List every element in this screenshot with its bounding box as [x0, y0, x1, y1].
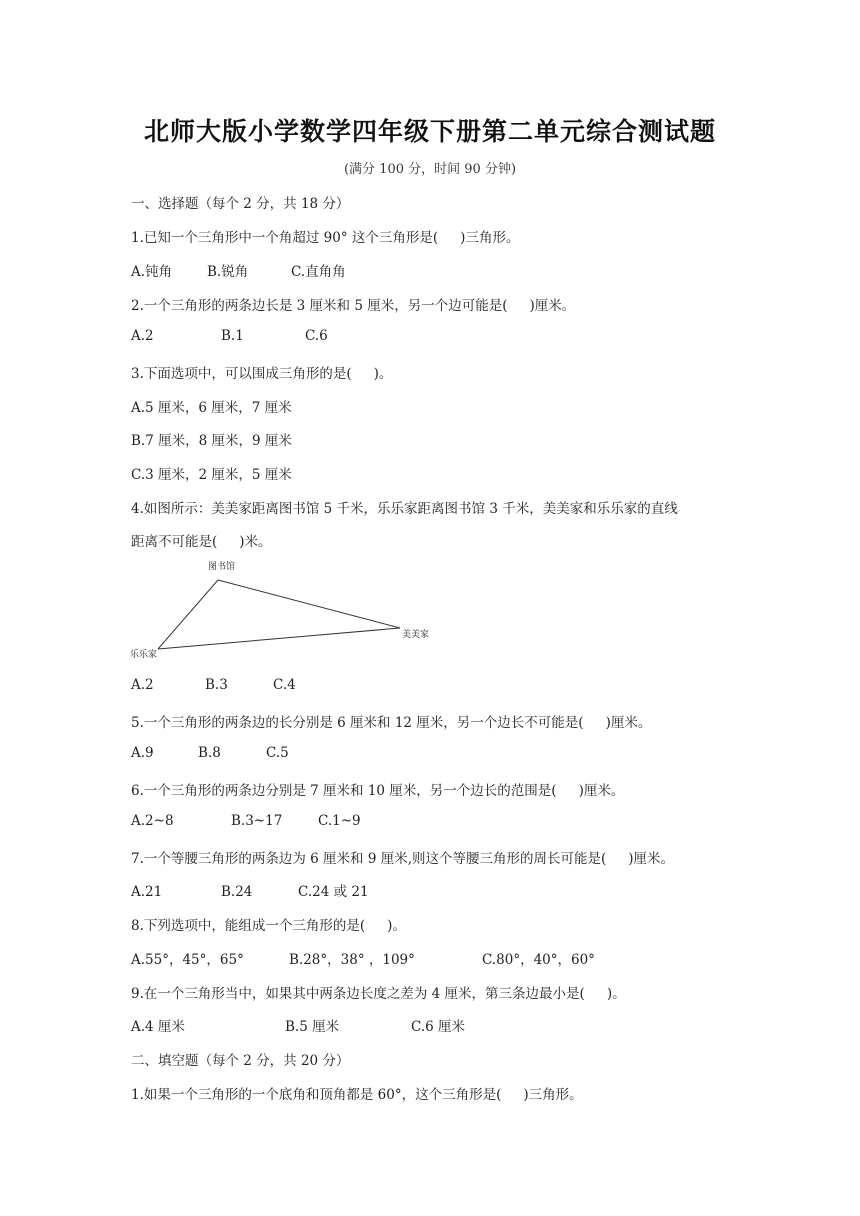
question-text: 2.一个三角形的两条边长是 3 厘米和 5 厘米，另一个边可能是( — [131, 298, 508, 314]
question-text: )三角形。 — [523, 1087, 583, 1103]
question-9-options — [131, 1015, 465, 1035]
edge-library-lele — [158, 580, 218, 649]
distance-triangle-diagram — [120, 556, 450, 666]
edge-library-meimei — [218, 580, 400, 628]
question-text: 5.一个三角形的两条边的长分别是 6 厘米和 12 厘米，另一个边长不可能是( — [131, 715, 584, 731]
question-text: )厘米。 — [605, 715, 652, 731]
section1-heading: 一、选择题（每个 2 分，共 18 分） — [131, 196, 350, 212]
option-c: C.6 — [305, 328, 328, 344]
option-b: B.24 — [221, 884, 253, 900]
question-7-options — [131, 880, 369, 900]
option-b: B.8 — [198, 745, 221, 761]
question-text: 6.一个三角形的两条边分别是 7 厘米和 10 厘米，另一个边长的范围是( — [131, 783, 557, 799]
option-a: A.4 厘米 — [131, 1019, 185, 1035]
question-text: 3.下面选项中，可以围成三角形的是( — [131, 366, 352, 382]
option-a: A.2 — [131, 677, 154, 693]
question-5-options — [131, 745, 289, 761]
question-text: )厘米。 — [628, 851, 675, 867]
fill-question-1-stem — [131, 1083, 583, 1103]
option-a: A.55°，45°，65° — [131, 952, 244, 968]
option-c: C.1~9 — [318, 813, 361, 829]
option-b: B.3 — [205, 677, 228, 693]
library-label: 图书馆 — [208, 562, 236, 572]
option-c: C.直角角 — [291, 264, 346, 280]
option-b: B.28°，38° ，109° — [289, 952, 415, 968]
question-text: 1.已知一个三角形中一个角超过 90° 这个三角形是( — [131, 230, 439, 246]
question-text: )厘米。 — [578, 783, 625, 799]
question-8-stem — [131, 914, 406, 934]
question-5-stem — [131, 711, 651, 731]
question-6-stem — [131, 779, 624, 799]
question-9-stem — [131, 982, 626, 1002]
question-text: )三角形。 — [460, 230, 520, 246]
edge-lele-meimei — [158, 628, 400, 649]
question-text: )米。 — [239, 534, 272, 550]
question-text: 距离不可能是( — [131, 534, 218, 550]
page-title: 北师大版小学数学四年级下册第二单元综合测试题 — [143, 117, 716, 146]
question-2-options — [131, 328, 328, 344]
option-c: C.4 — [273, 677, 296, 693]
question-4-stem-line2 — [131, 530, 272, 550]
question-text: 7.一个等腰三角形的两条边为 6 厘米和 9 厘米,则这个等腰三角形的周长可能是( — [131, 851, 607, 867]
question-text: 8.下列选项中，能组成一个三角形的是( — [131, 918, 366, 934]
option-c: C.5 — [266, 745, 289, 761]
question-1-stem — [131, 226, 519, 246]
option-a: A.9 — [131, 745, 154, 761]
option-c: C.24 或 21 — [298, 884, 369, 900]
question-6-options — [131, 813, 361, 829]
question-4-options — [131, 677, 296, 693]
option-b: B.1 — [221, 328, 244, 344]
option-a: A.2 — [131, 328, 154, 344]
option-b: B.3~17 — [231, 813, 283, 829]
lele-home-label: 乐乐家 — [130, 650, 158, 660]
question-text: )。 — [373, 366, 393, 382]
question-3-option-b: B.7 厘米，8 厘米，9 厘米 — [131, 433, 292, 449]
option-c: C.6 厘米 — [411, 1019, 466, 1035]
question-4-stem-line1: 4.如图所示：美美家距离图书馆 5 千米，乐乐家距离图书馆 3 千米，美美家和乐乐家的直线 — [131, 501, 678, 517]
question-text: 9.在一个三角形当中，如果其中两条边长度之差为 4 厘米，第三条边最小是( — [131, 986, 585, 1002]
question-7-stem — [131, 847, 674, 867]
section2-heading: 二、填空题（每个 2 分，共 20 分） — [131, 1053, 350, 1069]
meimei-home-label: 美美家 — [402, 630, 430, 640]
question-8-options — [131, 948, 595, 968]
option-c: C.80°，40°，60° — [482, 952, 595, 968]
question-3-option-c: C.3 厘米，2 厘米，5 厘米 — [131, 467, 292, 483]
option-a: A.2~8 — [131, 813, 174, 829]
question-text: )。 — [387, 918, 406, 934]
question-text: 1.如果一个三角形的一个底角和顶角都是 60°，这个三角形是( — [131, 1087, 502, 1103]
question-1-options — [131, 260, 346, 280]
question-text: )。 — [606, 986, 626, 1002]
question-2-stem — [131, 294, 575, 314]
option-b: B.锐角 — [207, 264, 249, 280]
question-3-stem — [131, 362, 392, 382]
question-text: )厘米。 — [529, 298, 576, 314]
page-subtitle: (满分 100 分，时间 90 分钟) — [343, 162, 517, 177]
option-b: B.5 厘米 — [285, 1019, 340, 1035]
option-a: A.21 — [131, 884, 163, 900]
option-a: A.钝角 — [131, 264, 173, 280]
question-3-option-a: A.5 厘米，6 厘米，7 厘米 — [131, 400, 292, 416]
